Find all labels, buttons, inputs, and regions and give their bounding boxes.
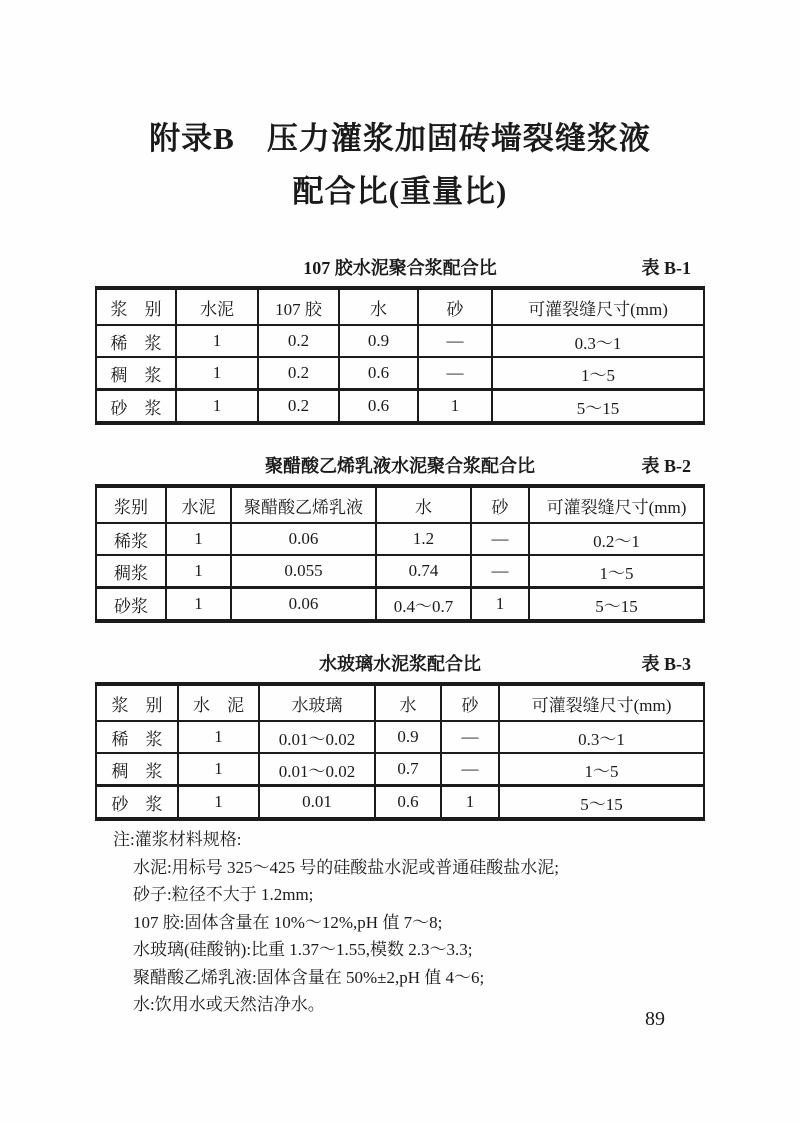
table-cell: 1～5 (529, 555, 704, 588)
table-cell: — (418, 357, 492, 390)
column-header: 聚醋酸乙烯乳液 (231, 486, 376, 523)
column-header: 砂 (418, 288, 492, 325)
table-cell: — (471, 555, 529, 588)
note-line: 107 胶:固体含量在 10%～12%,pH 值 7～8; (133, 912, 443, 932)
notes-intro: 注:灌浆材料规格: (113, 830, 242, 849)
table-row (96, 555, 704, 588)
table-b3-caption-row (95, 652, 705, 682)
table-cell: 5～15 (492, 390, 704, 424)
table-row (96, 588, 704, 622)
table-cell: 1 (178, 753, 259, 786)
table-row (96, 523, 704, 555)
column-header: 水 (375, 684, 441, 721)
table-cell: 1.2 (376, 523, 471, 555)
header-row (96, 684, 704, 721)
note-line: 砂子:粒径不大于 1.2mm; (133, 885, 314, 904)
table-cell: — (418, 325, 492, 357)
table-cell: 0.01～0.02 (259, 721, 375, 753)
table-b3-section (95, 652, 705, 821)
table-cell: 1 (441, 786, 499, 820)
table-cell: 1 (178, 786, 259, 820)
table-cell: 0.06 (231, 523, 376, 555)
table-cell: 0.4～0.7 (376, 588, 471, 622)
appendix-title (0, 112, 800, 218)
table-cell: 5～15 (529, 588, 704, 622)
table-cell: 稠 浆 (96, 357, 176, 390)
table-b2 (95, 484, 705, 623)
table-cell: 0.3～1 (492, 325, 704, 357)
column-header: 水 (376, 486, 471, 523)
table-cell: 0.6 (339, 357, 418, 390)
table-cell: 1～5 (499, 753, 704, 786)
table-cell: 0.3～1 (499, 721, 704, 753)
table-cell: 0.6 (339, 390, 418, 424)
table-cell: 0.01 (259, 786, 375, 820)
table-cell: 0.7 (375, 753, 441, 786)
notes-block (113, 826, 693, 1019)
note-line: 水:饮用水或天然洁净水。 (133, 995, 325, 1014)
table-cell: 1 (176, 325, 258, 357)
table-b1-caption: 107 胶水泥聚合浆配合比 (303, 258, 497, 278)
table-b1-caption-row (95, 256, 705, 286)
table-cell: 0.06 (231, 588, 376, 622)
table-cell: 1 (418, 390, 492, 424)
table-cell: 0.9 (375, 721, 441, 753)
table-cell: — (441, 753, 499, 786)
table-cell: 稀 浆 (96, 721, 178, 753)
table-cell: 1 (176, 390, 258, 424)
page-number: 89 (645, 1008, 665, 1030)
table-b2-caption: 聚醋酸乙烯乳液水泥聚合浆配合比 (265, 456, 535, 476)
table-cell: 0.2 (258, 357, 339, 390)
table-cell: 砂 浆 (96, 390, 176, 424)
column-header: 水泥 (176, 288, 258, 325)
column-header: 水 泥 (178, 684, 259, 721)
column-header: 107 胶 (258, 288, 339, 325)
table-cell: 1 (166, 555, 231, 588)
table-b3-label: 表 B-3 (641, 654, 691, 674)
column-header: 水 (339, 288, 418, 325)
appendix-title-line2: 配合比(重量比) (292, 174, 508, 209)
appendix-title-line1: 附录B 压力灌浆加固砖墙裂缝浆液 (149, 121, 651, 156)
table-cell: 1 (178, 721, 259, 753)
table-row (96, 357, 704, 390)
table-b3-caption: 水玻璃水泥浆配合比 (319, 654, 481, 674)
table-b1-label: 表 B-1 (641, 258, 691, 278)
column-header: 砂 (471, 486, 529, 523)
table-cell: — (441, 721, 499, 753)
table-row (96, 753, 704, 786)
table-cell: 0.2 (258, 390, 339, 424)
table-b1-section (95, 256, 705, 425)
column-header: 可灌裂缝尺寸(mm) (499, 684, 704, 721)
table-row (96, 390, 704, 424)
table-cell: 1～5 (492, 357, 704, 390)
column-header: 浆 别 (96, 288, 176, 325)
column-header: 可灌裂缝尺寸(mm) (529, 486, 704, 523)
table-b1 (95, 286, 705, 425)
header-row (96, 288, 704, 325)
table-cell: 0.055 (231, 555, 376, 588)
table-cell: 0.6 (375, 786, 441, 820)
table-cell: 0.74 (376, 555, 471, 588)
column-header: 浆别 (96, 486, 166, 523)
column-header: 砂 (441, 684, 499, 721)
table-row (96, 721, 704, 753)
column-header: 水玻璃 (259, 684, 375, 721)
column-header: 水泥 (166, 486, 231, 523)
table-cell: 1 (471, 588, 529, 622)
table-cell: 0.2 (258, 325, 339, 357)
table-b2-section (95, 454, 705, 623)
table-b2-label: 表 B-2 (641, 456, 691, 476)
table-cell: — (471, 523, 529, 555)
table-cell: 1 (166, 523, 231, 555)
note-line: 水玻璃(硅酸钠):比重 1.37～1.55,模数 2.3～3.3; (133, 940, 473, 959)
column-header: 可灌裂缝尺寸(mm) (492, 288, 704, 325)
table-cell: 0.01～0.02 (259, 753, 375, 786)
table-cell: 稀 浆 (96, 325, 176, 357)
table-cell: 0.2～1 (529, 523, 704, 555)
notes-items (113, 854, 693, 1019)
table-b2-caption-row (95, 454, 705, 484)
table-cell: 1 (176, 357, 258, 390)
table-cell: 砂 浆 (96, 786, 178, 820)
table-row (96, 786, 704, 820)
table-b3 (95, 682, 705, 821)
table-cell: 1 (166, 588, 231, 622)
table-cell: 5～15 (499, 786, 704, 820)
column-header: 浆 别 (96, 684, 178, 721)
table-cell: 稀浆 (96, 523, 166, 555)
table-cell: 稠浆 (96, 555, 166, 588)
note-line: 聚醋酸乙烯乳液:固体含量在 50%±2,pH 值 4～6; (133, 967, 485, 987)
table-cell: 稠 浆 (96, 753, 178, 786)
table-cell: 0.9 (339, 325, 418, 357)
table-row (96, 325, 704, 357)
header-row (96, 486, 704, 523)
table-cell: 砂浆 (96, 588, 166, 622)
note-line: 水泥:用标号 325～425 号的硅酸盐水泥或普通硅酸盐水泥; (133, 857, 559, 877)
